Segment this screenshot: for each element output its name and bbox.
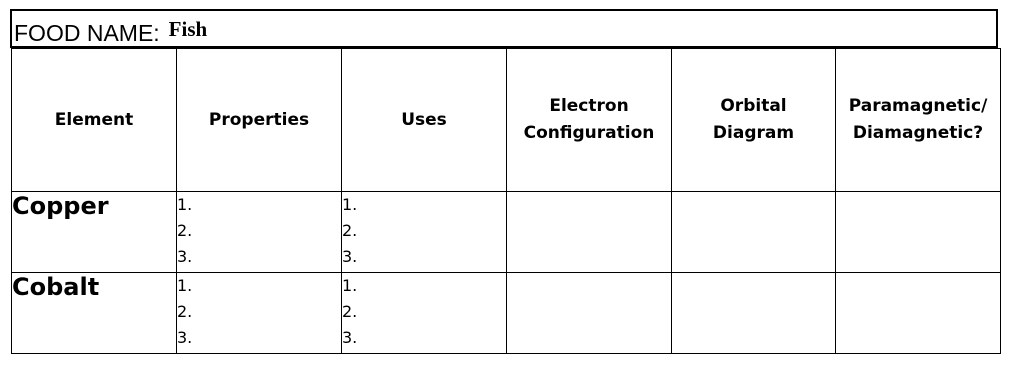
header-electron-configuration (507, 49, 672, 192)
list-item: 2. (342, 302, 358, 321)
list-item: 3. (177, 328, 193, 347)
header-uses: Uses (342, 49, 507, 192)
header-para-line1: Paramagnetic/ (848, 96, 988, 116)
electron-configuration-cell[interactable] (507, 273, 672, 354)
properties-cell[interactable] (177, 273, 342, 354)
food-name-value[interactable]: Fish (168, 17, 208, 41)
food-name-box (10, 9, 998, 48)
uses-cell[interactable] (342, 273, 507, 354)
element-name-cell: Copper (12, 192, 177, 273)
header-electron-line1: Electron (549, 96, 629, 116)
header-element: Element (12, 49, 177, 192)
list-item: 3. (342, 247, 358, 266)
list-item: 2. (177, 302, 193, 321)
list-item: 2. (177, 221, 193, 240)
orbital-diagram-cell[interactable] (672, 192, 836, 273)
properties-cell[interactable] (177, 192, 342, 273)
list-item: 1. (177, 195, 193, 214)
header-row (12, 49, 1001, 192)
orbital-diagram-cell[interactable] (672, 273, 836, 354)
list-item: 1. (342, 276, 358, 295)
uses-cell[interactable] (342, 192, 507, 273)
header-orbital-line2: Diagram (712, 123, 795, 143)
list-item: 1. (342, 195, 358, 214)
header-electron-line2: Configuration (523, 123, 655, 143)
element-table (11, 48, 1001, 354)
paramagnetic-cell[interactable] (836, 273, 1001, 354)
paramagnetic-cell[interactable] (836, 192, 1001, 273)
element-name-cell: Cobalt (12, 273, 177, 354)
header-para-line2: Diamagnetic? (852, 123, 984, 143)
list-item: 3. (177, 247, 193, 266)
header-paramagnetic (836, 49, 1001, 192)
table-row-cobalt (12, 273, 1001, 354)
table-row-copper (12, 192, 1001, 273)
header-orbital-diagram (672, 49, 836, 192)
electron-configuration-cell[interactable] (507, 192, 672, 273)
list-item: 1. (177, 276, 193, 295)
list-item: 2. (342, 221, 358, 240)
list-item: 3. (342, 328, 358, 347)
header-properties: Properties (177, 49, 342, 192)
header-orbital-line1: Orbital (720, 96, 787, 116)
food-name-label: FOOD NAME: (14, 20, 160, 46)
